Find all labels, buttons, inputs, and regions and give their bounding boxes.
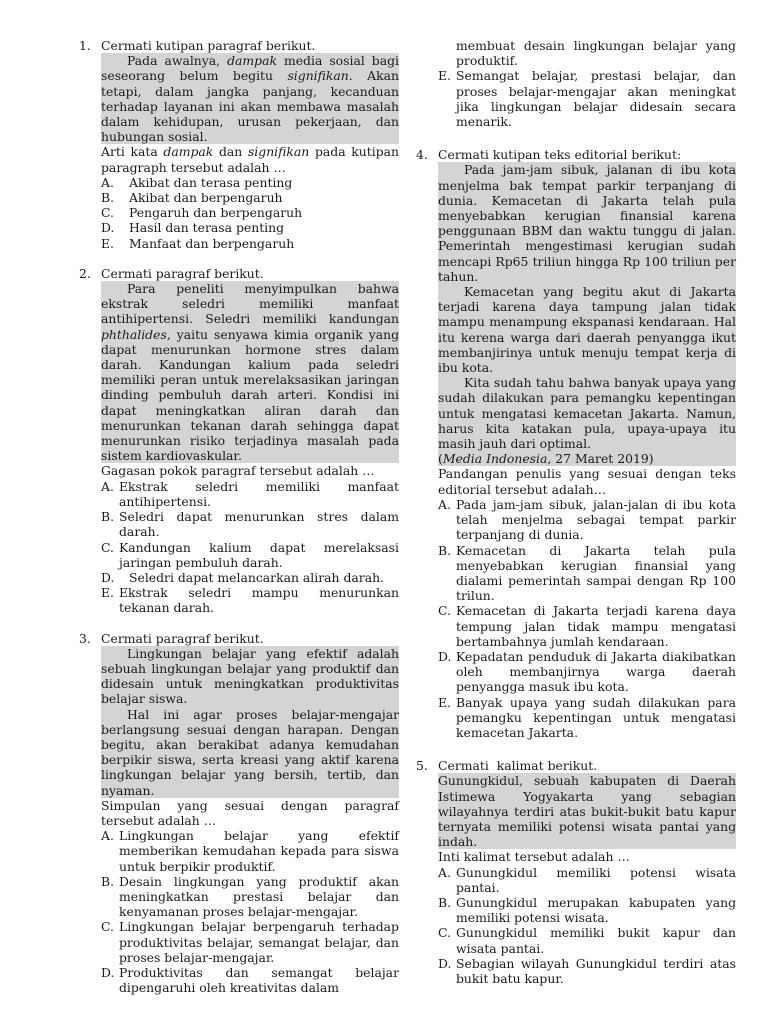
passage [101, 646, 399, 798]
option-b[interactable]: B. Kemacetan di Jakarta telah pula menyebabkan kerugian finansial yang dialami pemerintah sampai dengan Rp 100 trilun. [438, 542, 736, 604]
question-intro: Cermati kutipan teks editorial berikut: [438, 147, 682, 163]
question-intro: Cermati paragraf berikut. [101, 265, 264, 281]
option-b[interactable]: B. Gunungkidul merupakan kabupaten yang memiliki potensi wisata. [438, 894, 736, 926]
option-b[interactable]: B. Seledri dapat menurunkan stres dalam darah. [101, 509, 399, 540]
question-2 [79, 266, 399, 616]
option-b[interactable]: B. Akibat dan berpengaruh [101, 190, 283, 206]
passage-paragraph: Para peneliti menyimpulkan bahwa ekstrak seledri memiliki manfaat antihipertensi. Seledri memiliki kandungan phthalides, yaitu senyawa kimia organik yang dapat menurunkan hormone stres dalam darah. Kandungan kalium pada seledri memiliki peran untuk merelaksasikan jaringan dinding pembuluh darah arteri. Kondisi ini dapat meningkatkan aliran darah dan menurunkan tekanan darah sehingga dapat menurunkan risiko terjadinya masalah pada sistem kardiovaskular. [101, 281, 399, 464]
passage [101, 281, 399, 463]
right-column [416, 38, 736, 1001]
option-b[interactable]: B. Desain lingkungan yang produktif akan meningkatkan prestasi belajar dan kenyamanan proses belajar-mengajar. [101, 873, 399, 920]
option-c[interactable]: C. Kandungan kalium dapat merelaksasi jaringan pembuluh darah. [101, 539, 399, 570]
question-number: 5. [416, 758, 428, 774]
option-e[interactable]: E. Ekstrak seledri mampu menurunkan tekanan darah. [101, 585, 399, 616]
option-a[interactable]: A. Ekstrak seledri memiliki manfaat antihipertensi. [101, 478, 399, 509]
italic-term: dampak [227, 53, 277, 69]
question-3 [79, 631, 399, 996]
option-d[interactable]: D. Kepadatan penduduk di Jakarta diakibatkan oleh membanjirnya warga daerah penyangga masuk ibu kota. [438, 648, 736, 695]
option-e[interactable]: E. Banyak upaya yang sudah dilakukan para pemangku kepentingan untuk mengatasi kemacetan Jakarta. [438, 694, 736, 740]
option-d[interactable]: D. Hasil dan terasa penting [101, 220, 285, 236]
question-number: 3. [79, 630, 91, 646]
option-d[interactable]: D. Seledri dapat melancarkan alirah darah. [101, 569, 384, 585]
options-list [438, 38, 736, 129]
passage [438, 162, 736, 466]
passage-paragraph: Gunungkidul, sebuah kabupaten di Daerah Istimewa Yogyakarta yang sebagian wilayahnya terdiri atas bukit-bukit batu kapur ternyata memiliki potensi wisata pantai yang indah. [438, 773, 736, 850]
question-4 [416, 147, 736, 740]
option-c[interactable]: C. Pengaruh dan berpengaruh [101, 205, 303, 221]
question-intro: Cermati kutipan paragraf berikut. [101, 38, 316, 53]
question-3-continued [416, 38, 736, 129]
option-c[interactable]: C. Lingkungan belajar berpengaruh terhadap produktivitas belajar, semangat belajar, dan proses belajar-mengajar. [101, 919, 399, 965]
question-stem: Simpulan yang sesuai dengan paragraf tersebut adalah … [101, 797, 399, 828]
options-list [101, 828, 399, 995]
question-stem: Pandangan penulis yang sesuai dengan teks editorial tersebut adalah… [438, 466, 736, 497]
italic-term: phthalides [101, 326, 167, 342]
option-d-continued[interactable]: membuat desain lingkungan belajar yang produktif. [456, 38, 736, 69]
options-list [438, 865, 736, 987]
question-intro: Cermati kalimat berikut. [438, 758, 598, 774]
passage-paragraph: Hal ini agar proses belajar-mengajar berlangsung sesuai dengan harapan. Dengan begitu, akan berakibat adanya kemudahan berpikir siswa, serta kreasi yang aktif karena lingkungan belajar yang bersih, tertib, dan nyaman. [101, 706, 399, 798]
passage [438, 773, 736, 849]
passage-paragraph: Lingkungan belajar yang efektif adalah sebuah lingkungan belajar yang produktif dan didesain untuk meningkatkan produktivitas belajar siswa. [101, 645, 399, 707]
option-e[interactable]: E. Manfaat dan berpengaruh [101, 235, 295, 251]
option-e[interactable]: E. Semangat belajar, prestasi belajar, dan proses belajar-mengajar akan meningkat jika lingkungan belajar didesain secara menarik. [438, 68, 736, 130]
option-c[interactable]: C. Gunungkidul memiliki bukit kapur dan wisata pantai. [438, 925, 736, 956]
question-number: 4. [416, 147, 428, 163]
left-column [79, 38, 399, 1010]
question-stem: Gagasan pokok paragraf tersebut adalah … [101, 463, 375, 479]
passage-source: (Media Indonesia, 27 Maret 2019) [438, 451, 654, 467]
question-stem: Inti kalimat tersebut adalah … [438, 849, 630, 865]
option-a[interactable]: A. Akibat dan terasa penting [101, 174, 293, 190]
option-d[interactable]: D. Sebagian wilayah Gunungkidul terdiri atas bukit batu kapur. [438, 955, 736, 986]
passage-paragraph: Pada awalnya, dampak media sosial bagi seseorang belum begitu signifikan. Akan tetapi, dalam jangka panjang, kecanduan terhadap layanan ini akan membawa masalah dalam kehidupan, urusan pekerjaan, dan hubungan sosial. [101, 53, 399, 145]
option-a[interactable]: A. Lingkungan belajar yang efektif memberikan kemudahan kepada para siswa untuk berpikir produktif. [101, 828, 399, 874]
option-c[interactable]: C. Kemacetan di Jakarta terjadi karena daya tempung jalan tidak mampu mengatasi bertambahnya jumlah kendaraan. [438, 603, 736, 649]
question-5 [416, 758, 736, 986]
passage-paragraph: Pada jam-jam sibuk, jalanan di ibu kota menjelma bak tempat parkir terpanjang di dunia. Kemacetan di Jakarta telah pula menyebabkan kerugian finansial karena penggunaan BBM dan waktu tunggu di jalan. Pemerintah mengestimasi kerugian sudah mencapi Rp65 triliun hingga Rp 100 triliun per tahun. [438, 162, 736, 284]
option-a[interactable]: A. Pada jam-jam sibuk, jalan-jalan di ibu kota telah menjelma sebagai tempat parkir terpanjang di dunia. [438, 496, 736, 543]
option-a[interactable]: A. Gunungkidul memiliki potensi wisata pantai. [438, 864, 736, 895]
question-1 [79, 38, 399, 251]
question-intro: Cermati paragraf berikut. [101, 630, 264, 646]
passage-paragraph: Kita sudah tahu bahwa banyak upaya yang sudah dilakukan para pemangku kepentingan untuk mengatasi kemacetan Jakarta. Namun, harus kita katakan pula, upaya-upaya itu masih jauh dari optimal. [438, 375, 736, 452]
question-number: 2. [79, 265, 91, 281]
options-list [101, 479, 399, 616]
options-list [101, 175, 399, 251]
question-stem: Arti kata dampak dan signifikan pada kutipan paragraph tersebut adalah … [101, 144, 399, 175]
option-d[interactable]: D. Produktivitas dan semangat belajar dipengaruhi oleh kreativitas dalam [101, 964, 399, 996]
passage-paragraph: Kemacetan yang begitu akut di Jakarta terjadi karena daya tampung jalan tidak mampu menampung ekspanasi kendaraan. Hal itu kerena warga dari daerah penyangga ikut membanjirinya untuk menuju tempat kerja di ibu kota. [438, 284, 736, 376]
italic-term: signifikan [287, 68, 349, 84]
options-list [438, 497, 736, 740]
passage [101, 53, 399, 144]
question-number: 1. [79, 38, 91, 53]
